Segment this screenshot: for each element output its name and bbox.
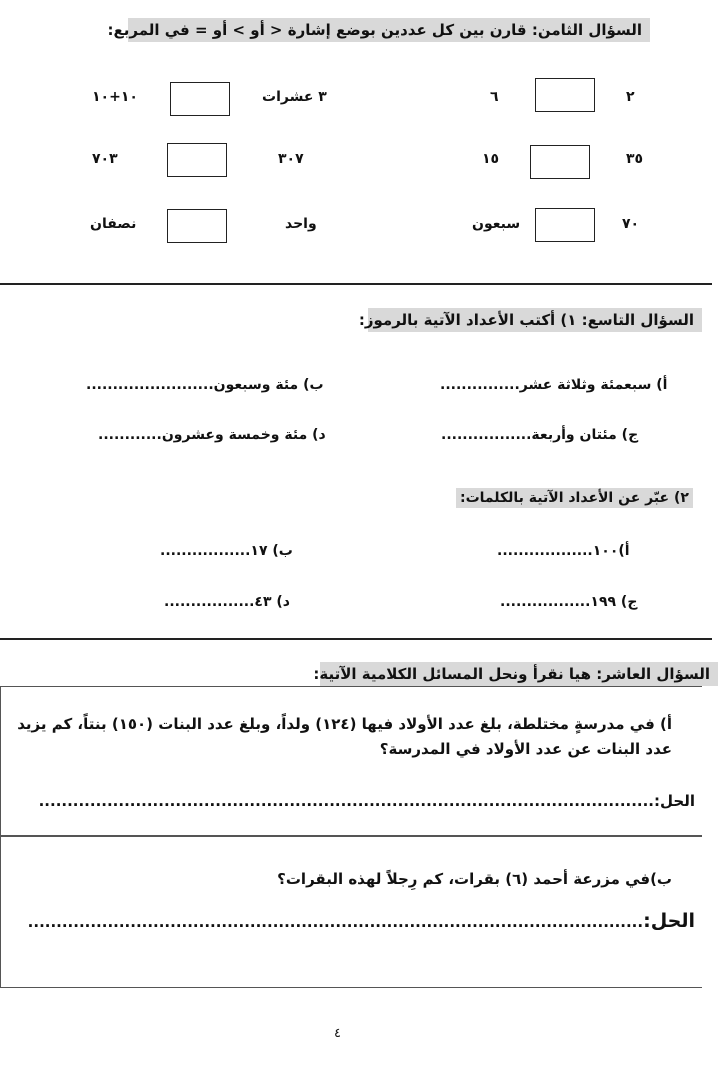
q10-problem-a-line2: عدد البنات عن عدد الأولاد في المدرسة؟ bbox=[379, 740, 672, 758]
q8-r2-left-b: ٧٠٣ bbox=[92, 151, 118, 167]
q10-solution-label-b: الحل: bbox=[643, 910, 695, 932]
q9-p1-d-dots: ............ bbox=[98, 427, 162, 443]
q8-r2-right-box[interactable] bbox=[530, 145, 590, 179]
q9-p2-a bbox=[497, 543, 630, 559]
q8-r2-right-b: ١٥ bbox=[482, 151, 500, 167]
q9-subtitle bbox=[456, 490, 693, 506]
q9-p2-c bbox=[500, 594, 637, 610]
q9-p2-c-label: ج) ١٩٩ bbox=[590, 594, 638, 610]
q8-title: السؤال الثامن: قارن بين كل عددين بوضع إشارة < أو > أو = في المربع: bbox=[128, 18, 650, 42]
q8-r1-left-box[interactable] bbox=[170, 82, 230, 116]
q9-p1-b bbox=[86, 377, 324, 393]
q9-p1-c-dots: ................. bbox=[441, 427, 532, 443]
q8-r1-left-b: ١٠+١٠ bbox=[92, 89, 138, 105]
q9-subtitle-text: ٢) عبّر عن الأعداد الآتية بالكلمات: bbox=[456, 488, 693, 508]
q10-title: السؤال العاشر: هيا نقرأ ونحل المسائل الكلامية الآتية: bbox=[320, 662, 718, 686]
q8-r1-right-b: ٦ bbox=[490, 89, 499, 105]
q10-solution-dots-a[interactable]: ............................................................................................................ bbox=[38, 792, 655, 810]
q9-p1-a-dots: ............... bbox=[440, 377, 520, 393]
q9-p2-d bbox=[164, 594, 290, 610]
q10-frame-a bbox=[0, 686, 702, 836]
q8-r3-left-a: واحد bbox=[285, 216, 317, 232]
q8-r2-right-a: ٣٥ bbox=[626, 151, 644, 167]
q10-solution-dots-b[interactable]: ............................................................................................................ bbox=[27, 913, 644, 931]
q8-r2-left-a: ٣٠٧ bbox=[278, 151, 304, 167]
q9-p2-d-label: د) ٤٣ bbox=[254, 594, 290, 610]
divider-1 bbox=[0, 283, 712, 285]
q9-p1-a-label: أ) سبعمئة وثلاثة عشر bbox=[519, 377, 668, 393]
q9-p2-c-dots: ................. bbox=[500, 594, 591, 610]
q8-r3-left-b: نصفان bbox=[90, 216, 137, 232]
q8-r1-left-a: ٣ عشرات bbox=[262, 89, 327, 105]
q8-r3-left-box[interactable] bbox=[167, 209, 227, 243]
q10-solution-label-a: الحل: bbox=[654, 792, 695, 810]
q9-p1-b-dots: ........................ bbox=[86, 377, 214, 393]
q10-solution-a bbox=[39, 792, 695, 810]
q9-p2-d-dots: ................. bbox=[164, 594, 255, 610]
q8-r1-right-a: ٢ bbox=[626, 89, 635, 105]
q9-p2-a-label: أ)١٠٠ bbox=[592, 543, 630, 559]
q9-p2-b bbox=[160, 543, 293, 559]
q9-p2-a-dots: .................. bbox=[497, 543, 593, 559]
q8-r3-right-box[interactable] bbox=[535, 208, 595, 242]
q10-solution-b bbox=[28, 910, 695, 932]
q9-p1-b-label: ب) مئة وسبعون bbox=[213, 377, 324, 393]
q9-p1-c bbox=[441, 427, 638, 443]
q9-p1-d-label: د) مئة وخمسة وعشرون bbox=[161, 427, 326, 443]
divider-2 bbox=[0, 638, 712, 640]
q9-title: السؤال التاسع: ١) أكتب الأعداد الآتية بالرموز: bbox=[368, 308, 702, 332]
q9-p1-c-label: ج) مئتان وأربعة bbox=[531, 427, 639, 443]
q10-problem-a-line1: أ) في مدرسةٍ مختلطة، بلغ عدد الأولاد فيها (١٢٤) ولداً، وبلغ عدد البنات (١٥٠) بنتاً، كم يزيد bbox=[17, 715, 672, 733]
q8-r1-right-box[interactable] bbox=[535, 78, 595, 112]
q9-p1-d bbox=[98, 427, 326, 443]
q9-p2-b-label: ب) ١٧ bbox=[250, 543, 293, 559]
q8-r3-right-b: سبعون bbox=[472, 216, 521, 232]
page-number: ٤ bbox=[334, 1026, 341, 1041]
q9-p2-b-dots: ................. bbox=[160, 543, 251, 559]
q8-r3-right-a: ٧٠ bbox=[622, 216, 640, 232]
q9-p1-a bbox=[440, 377, 667, 393]
q8-r2-left-box[interactable] bbox=[167, 143, 227, 177]
q10-problem-b: ب)في مزرعة أحمد (٦) بقرات، كم رِجلاً لهذه البقرات؟ bbox=[277, 870, 672, 888]
